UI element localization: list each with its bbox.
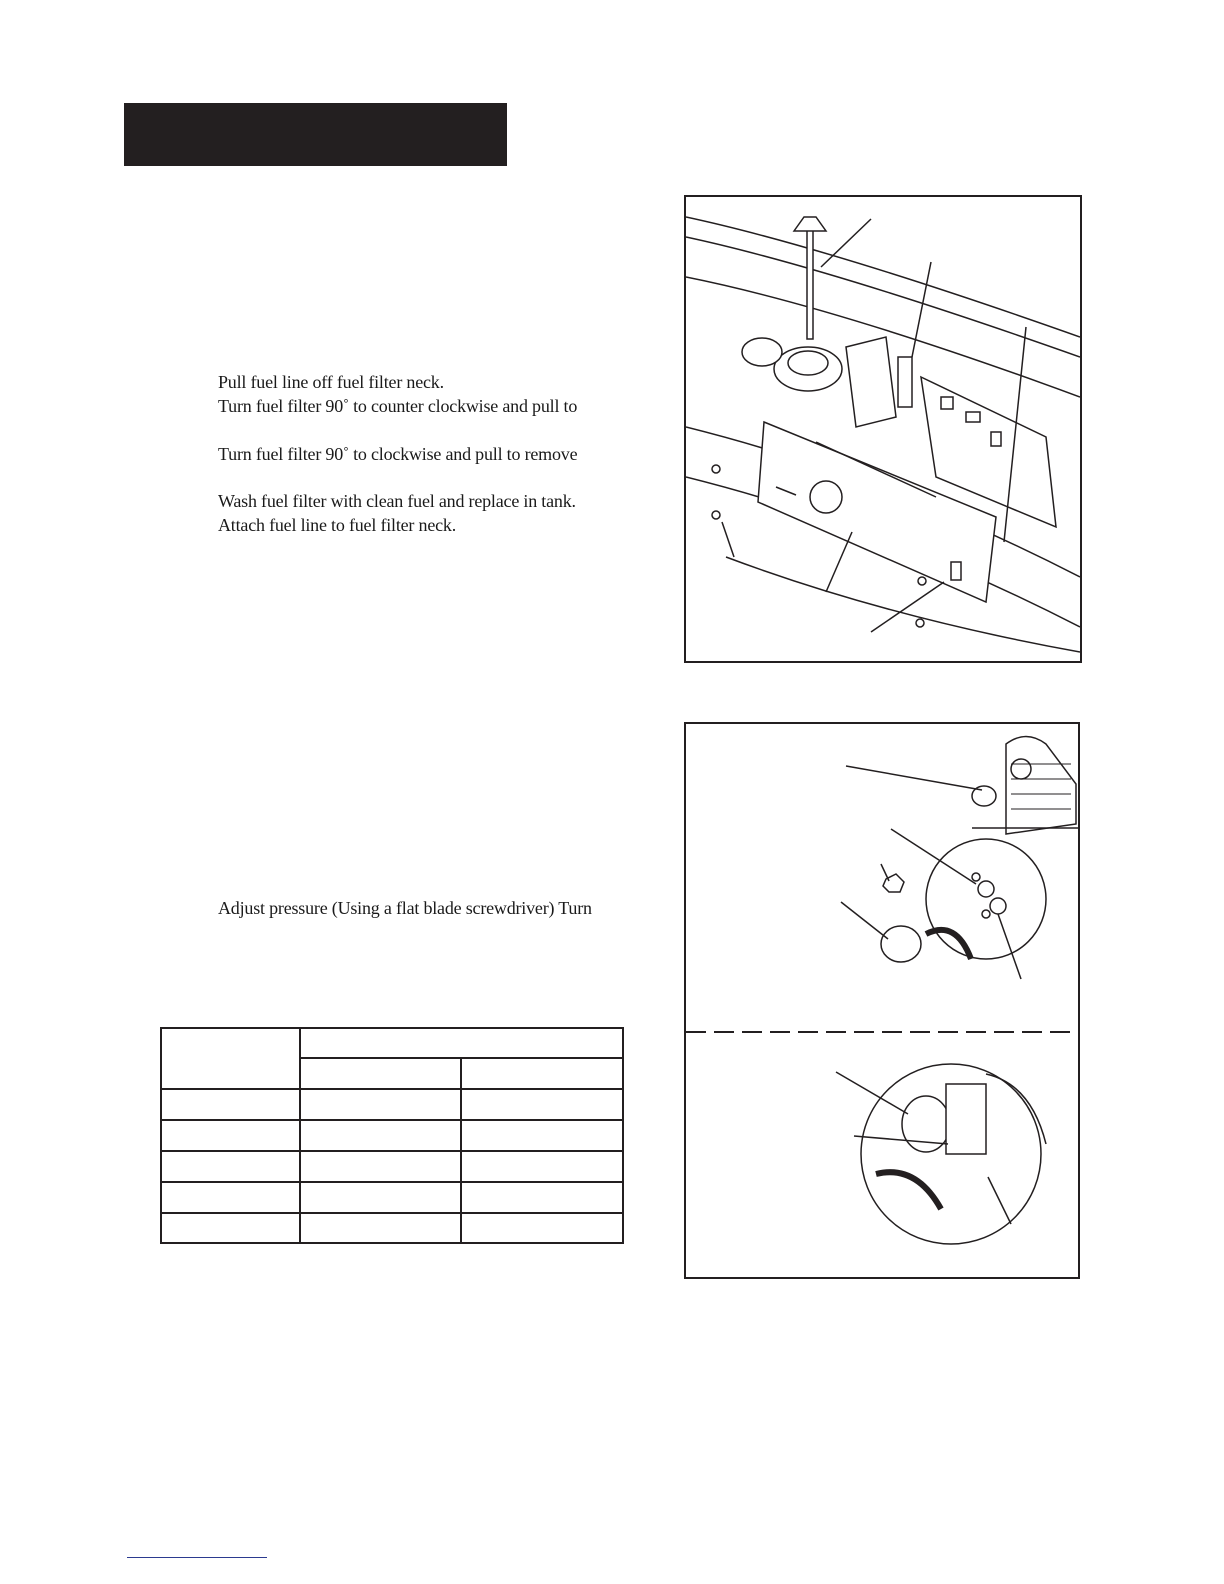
table-header-group-cell [300,1028,623,1058]
table-row [161,1182,623,1213]
table-header-model-cell [161,1028,300,1089]
table-row [161,1213,623,1243]
figure-pressure-adjust [684,722,1080,1279]
table-row [161,1120,623,1151]
step-turn-filter-ccw: Turn fuel filter 90˚ to counter clockwise and pull to [218,396,578,416]
table-header-row [161,1028,623,1058]
pressure-table [160,1027,624,1244]
section-header-bar [124,103,507,166]
table-subheader-cell [300,1058,461,1089]
table-subheader-cell [461,1058,623,1089]
footer-link-underline[interactable] [127,1557,267,1558]
table-row [161,1151,623,1182]
step-wash-filter: Wash fuel filter with clean fuel and replace in tank. [218,491,576,511]
fuel-filter-illustration [686,197,1080,661]
pressure-adjust-illustration [686,724,1078,1277]
step-pull-fuel-line: Pull fuel line off fuel filter neck. [218,372,444,392]
table-row [161,1089,623,1120]
figure-fuel-filter [684,195,1082,663]
step-turn-filter-cw: Turn fuel filter 90˚ to clockwise and pull to remove [218,444,578,464]
step-adjust-pressure: Adjust pressure (Using a flat blade screwdriver) Turn [218,898,592,918]
step-attach-fuel-line: Attach fuel line to fuel filter neck. [218,515,456,535]
